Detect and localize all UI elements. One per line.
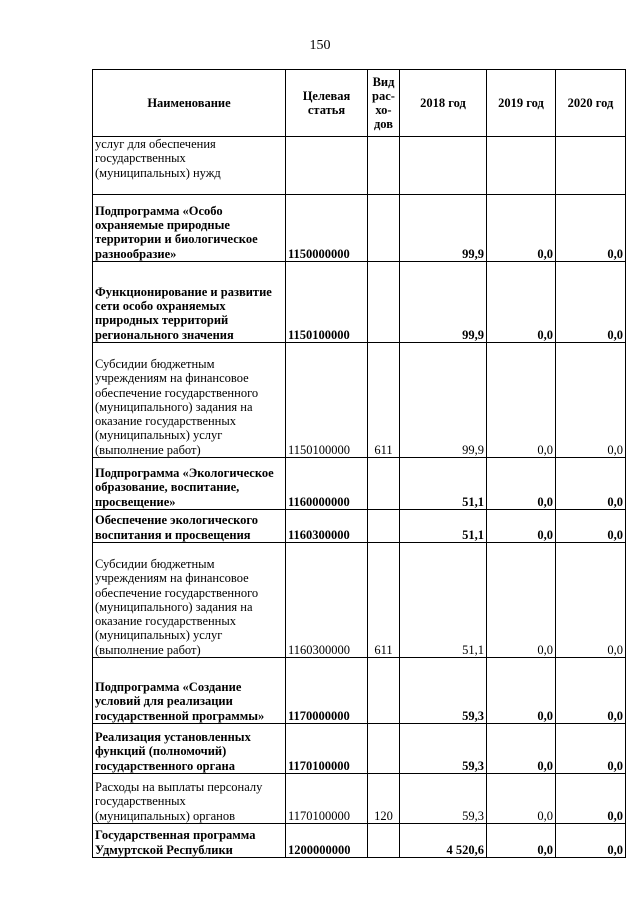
table-row bbox=[93, 262, 626, 343]
row-type bbox=[368, 824, 400, 858]
row-type bbox=[368, 724, 400, 774]
header-2018: 2018 год bbox=[400, 70, 487, 137]
row-2019: 0,0 bbox=[487, 262, 556, 343]
row-type bbox=[368, 510, 400, 543]
table-header-row bbox=[93, 70, 626, 137]
row-code: 1170100000 bbox=[286, 774, 368, 824]
header-expense-type: Вид рас-хо-дов bbox=[368, 70, 400, 137]
budget-table bbox=[92, 69, 626, 858]
row-code: 1160300000 bbox=[286, 543, 368, 658]
table-row bbox=[93, 510, 626, 543]
row-type bbox=[368, 195, 400, 262]
row-2018: 4 520,6 bbox=[400, 824, 487, 858]
row-code: 1170100000 bbox=[286, 724, 368, 774]
row-2020: 0,0 bbox=[556, 343, 626, 458]
table-row bbox=[93, 724, 626, 774]
row-2019: 0,0 bbox=[487, 458, 556, 510]
row-name: Функционирование и развитие сети особо охраняемых природных территорий регионального значения bbox=[93, 262, 286, 343]
row-type bbox=[368, 262, 400, 343]
table-row bbox=[93, 658, 626, 724]
row-2019 bbox=[487, 137, 556, 195]
row-2018: 59,3 bbox=[400, 658, 487, 724]
row-2018: 59,3 bbox=[400, 724, 487, 774]
row-2019: 0,0 bbox=[487, 543, 556, 658]
row-name: Государственная программа Удмуртской Республики bbox=[93, 824, 286, 858]
row-2020: 0,0 bbox=[556, 774, 626, 824]
row-2018: 99,9 bbox=[400, 195, 487, 262]
row-name: Подпрограмма «Создание условий для реализации государственной программы» bbox=[93, 658, 286, 724]
row-code: 1150100000 bbox=[286, 343, 368, 458]
row-name: Обеспечение экологического воспитания и просвещения bbox=[93, 510, 286, 543]
row-code bbox=[286, 137, 368, 195]
row-2019: 0,0 bbox=[487, 343, 556, 458]
row-name: Подпрограмма «Особо охраняемые природные территории и биологическое разнообразие» bbox=[93, 195, 286, 262]
row-type bbox=[368, 458, 400, 510]
row-2020: 0,0 bbox=[556, 724, 626, 774]
row-2018: 51,1 bbox=[400, 510, 487, 543]
row-type bbox=[368, 658, 400, 724]
row-2018: 99,9 bbox=[400, 262, 487, 343]
header-target-article: Целевая статья bbox=[286, 70, 368, 137]
header-name: Наименование bbox=[93, 70, 286, 137]
row-2019: 0,0 bbox=[487, 824, 556, 858]
header-2020: 2020 год bbox=[556, 70, 626, 137]
row-type bbox=[368, 137, 400, 195]
row-name: Субсидии бюджетным учреждениям на финансовое обеспечение государственного (муниципального) задания на оказание государственных (муниципальных) услуг (выполнение работ) bbox=[93, 543, 286, 658]
row-2020 bbox=[556, 137, 626, 195]
row-2018: 99,9 bbox=[400, 343, 487, 458]
row-2019: 0,0 bbox=[487, 510, 556, 543]
row-type: 611 bbox=[368, 543, 400, 658]
row-2020: 0,0 bbox=[556, 510, 626, 543]
row-name: Субсидии бюджетным учреждениям на финансовое обеспечение государственного (муниципального) задания на оказание государственных (муниципальных) услуг (выполнение работ) bbox=[93, 343, 286, 458]
row-name: Реализация установленных функций (полномочий) государственного органа bbox=[93, 724, 286, 774]
row-2018: 51,1 bbox=[400, 543, 487, 658]
row-name: Расходы на выплаты персоналу государственных (муниципальных) органов bbox=[93, 774, 286, 824]
row-code: 1170000000 bbox=[286, 658, 368, 724]
row-2019: 0,0 bbox=[487, 724, 556, 774]
row-2020: 0,0 bbox=[556, 262, 626, 343]
row-2020: 0,0 bbox=[556, 195, 626, 262]
row-2019: 0,0 bbox=[487, 774, 556, 824]
table-row bbox=[93, 458, 626, 510]
row-name: Подпрограмма «Экологическое образование, воспитание, просвещение» bbox=[93, 458, 286, 510]
row-type: 120 bbox=[368, 774, 400, 824]
table-row bbox=[93, 343, 626, 458]
row-2018 bbox=[400, 137, 487, 195]
row-code: 1150000000 bbox=[286, 195, 368, 262]
row-name: услуг для обеспечения государственных (муниципальных) нужд bbox=[93, 137, 286, 195]
table-row bbox=[93, 824, 626, 858]
table-row bbox=[93, 543, 626, 658]
table-row bbox=[93, 774, 626, 824]
row-2018: 51,1 bbox=[400, 458, 487, 510]
row-code: 1160300000 bbox=[286, 510, 368, 543]
row-2020: 0,0 bbox=[556, 458, 626, 510]
table-row bbox=[93, 195, 626, 262]
row-2018: 59,3 bbox=[400, 774, 487, 824]
row-code: 1150100000 bbox=[286, 262, 368, 343]
row-code: 1200000000 bbox=[286, 824, 368, 858]
row-2019: 0,0 bbox=[487, 658, 556, 724]
table-row bbox=[93, 137, 626, 195]
row-2020: 0,0 bbox=[556, 824, 626, 858]
row-2019: 0,0 bbox=[487, 195, 556, 262]
row-2020: 0,0 bbox=[556, 543, 626, 658]
page-number: 150 bbox=[309, 38, 331, 53]
row-type: 611 bbox=[368, 343, 400, 458]
row-2020: 0,0 bbox=[556, 658, 626, 724]
row-code: 1160000000 bbox=[286, 458, 368, 510]
header-2019: 2019 год bbox=[487, 70, 556, 137]
